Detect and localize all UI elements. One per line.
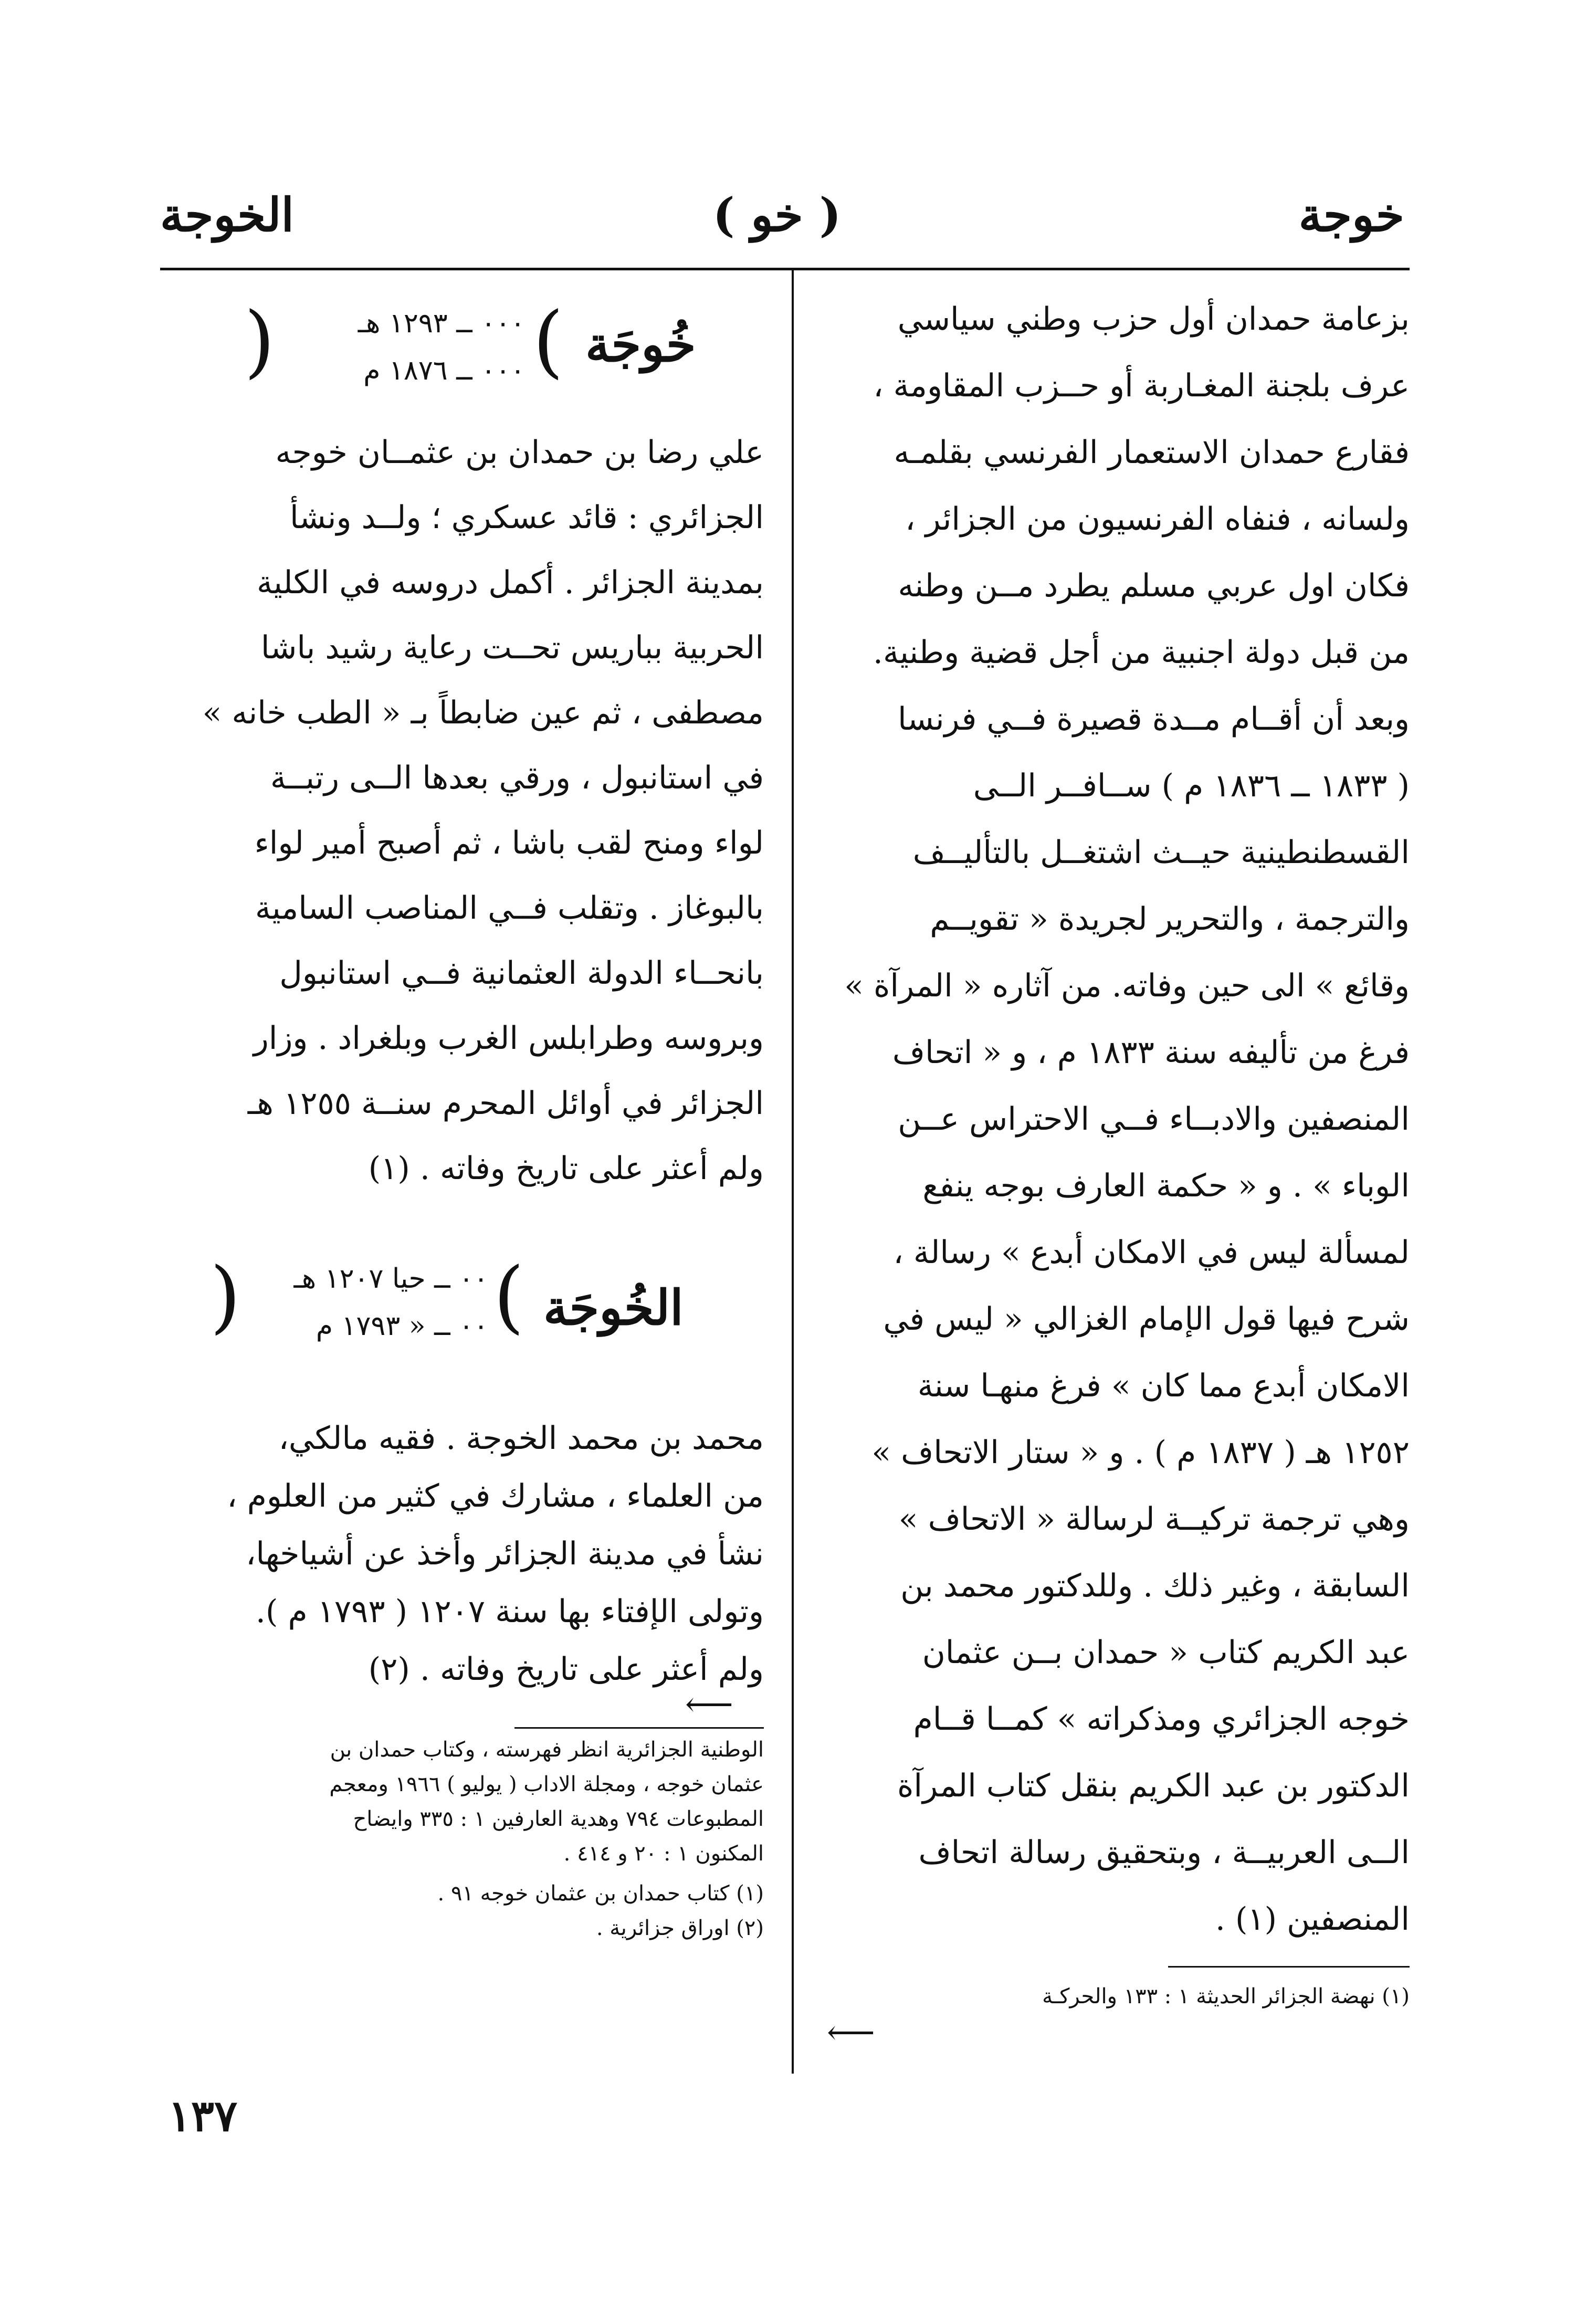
text-line: بزعامة حمدان أول حزب وطني سياسي [897, 301, 1410, 338]
text-line: الجزائر في أوائل المحرم سنــة ١٢٥٥ هـ [247, 1085, 764, 1122]
text-line: علي رضا بن حمدان بن عثمــان خوجه [275, 434, 764, 471]
text-line: الامكان أبدع مما كان » فرغ منهـا سنة [917, 1368, 1410, 1404]
text-line: ولم أعثر على تاريخ وفاته . (١) [368, 1150, 764, 1187]
text-line: ( ١٨٣٣ ــ ١٨٣٦ م ) ســافــر الــى [973, 767, 1410, 804]
text-line: بمدينة الجزائر . أكمل دروسه في الكلية [256, 564, 764, 601]
text-line: من العلماء ، مشارك في كثير من العلوم ، [227, 1478, 764, 1515]
text-line: بالبوغاز . وتقلب فــي المناصب السامية [255, 890, 764, 927]
text-line: لمسألة ليس في الامكان أبدع » رسالة ، [893, 1234, 1410, 1271]
text-line: فكان اول عربي مسلم يطرد مــن وطنه [898, 567, 1410, 604]
entry1-text [168, 420, 764, 1201]
text-line: ولسانه ، فنفاه الفرنسيون من الجزائر ، [905, 501, 1410, 538]
footnote-line: (١) كتاب حمدان بن عثمان خوجه ٩١ . [437, 1881, 764, 1906]
text-line: وبروسه وطرابلس الغرب وبلغراد . وزار [253, 1020, 764, 1057]
text-line: القسطنطينية حيــث اشتغــل بالتأليــف [912, 834, 1410, 871]
footnote-line: (٢) اوراق جزائرية . [596, 1916, 764, 1940]
text-line: والترجمة ، والتحرير لجريدة « تقويــم [930, 901, 1410, 938]
text-line: عبد الكريم كتاب « حمدان بــن عثمان [922, 1634, 1410, 1671]
text-line: ١٢٥٢ هـ ( ١٨٣٧ م ) . و « ستار الاتحاف » [871, 1434, 1410, 1471]
text-line: عرف بلجنة المغـاربة أو حــزب المقاومة ، [873, 367, 1410, 404]
footnote-line: الوطنية الجزائرية انظر فهرسته ، وكتاب حمدان بن [330, 1738, 764, 1762]
text-line: وتولى الإفتاء بها سنة ١٢٠٧ ( ١٧٩٣ م ). [255, 1593, 764, 1630]
text-line: الــى العربيــة ، وبتحقيق رسالة اتحاف [918, 1834, 1410, 1871]
text-line: الدكتور بن عبد الكريم بنقل كتاب المرآة [897, 1768, 1410, 1804]
text-line: مصطفى ، ثم عين ضابطاً بـ « الطب خانه » [202, 695, 764, 731]
header-rule [160, 268, 1410, 270]
footnote-line: عثمان خوجه ، ومجلة الاداب ( يوليو ) ١٩٦٦ ومعجم [329, 1772, 764, 1796]
text-line: فقارع حمدان الاستعمار الفرنسي بقلمـه [894, 434, 1410, 471]
text-line: في استانبول ، ورقي بعدها الــى رتبــة [270, 760, 764, 796]
running-header-center: ( خو ) [712, 187, 842, 242]
entry1-name: خُوجَة [585, 316, 696, 373]
left-footnotes [168, 1732, 764, 1946]
entry2-name: الخُوجَة [543, 1279, 684, 1336]
text-line: المنصفين والادبــاء فــي الاحتراس عــن [898, 1101, 1410, 1138]
text-line: نشأ في مدينة الجزائر وأخذ عن أشياخها، [246, 1536, 764, 1572]
text-line: ولم أعثر على تاريخ وفاته . (٢) [368, 1651, 764, 1688]
text-line: بانحــاء الدولة العثمانية فــي استانبول [279, 955, 764, 992]
text-line: خوجه الجزائري ومذكراته » كمــا قــام [913, 1701, 1410, 1738]
right-footnote: (١) نهضة الجزائر الحديثة ١ : ١٣٣ والحركـة [1042, 1984, 1410, 2008]
entry1-date-gregorian: ٠٠٠ ــ ١٨٧٦ م [363, 355, 525, 386]
text-line: شرح فيها قول الإمام الغزالي « ليس في [883, 1301, 1410, 1338]
entry1-close-paren: ) [244, 296, 275, 387]
entry1-open-paren: ( [533, 296, 564, 387]
entry2-date-hijri: ٠٠ ــ حيا ١٢٠٧ هـ [293, 1263, 488, 1295]
text-line: وقائع » الى حين وفاته. من آثاره « المرآة » [844, 968, 1410, 1004]
entry1-date-hijri: ٠٠٠ ــ ١٢٩٣ هـ [358, 308, 525, 339]
text-line: محمد بن محمد الخوجة . فقيه مالكي، [278, 1420, 764, 1457]
text-line: الجزائري : قائد عسكري ؛ ولــد ونشأ [289, 499, 764, 536]
text-line: السابقة ، وغير ذلك . وللدكتور محمد بن [900, 1568, 1410, 1604]
left-footnote-rule [514, 1727, 764, 1729]
text-line: لواء ومنح لقب باشا ، ثم أصبح أمير لواء [254, 825, 764, 861]
running-header-left: الخوجة [160, 187, 294, 242]
entry2-text [168, 1410, 764, 1698]
text-line: وهي ترجمة تركيــة لرسالة « الاتحاف » [898, 1501, 1410, 1538]
entry2-date-gregorian: ٠٠ ــ « ١٧٩٣ م [316, 1310, 488, 1342]
text-line: المنصفين (١) . [1215, 1901, 1410, 1938]
footnote-line: المكنون ١ : ٢٠ و ٤١٤ . [563, 1842, 764, 1866]
text-line: من قبل دولة اجنبية من أجل قضية وطنية. [873, 634, 1410, 671]
continuation-arrow-icon: ⟵ [685, 1685, 733, 1724]
footnote-line: المطبوعات ٧٩٤ وهدية العارفين ١ : ٣٣٥ وايضاح [353, 1807, 764, 1831]
text-line: وبعد أن أقــام مــدة قصيرة فــي فرنسا [898, 701, 1410, 738]
right-footnote-rule [1168, 1966, 1410, 1968]
right-column-text [822, 286, 1410, 1953]
text-line: الوباء » . و « حكمة العارف بوجه ينفع [922, 1168, 1410, 1204]
running-header-right: خوجة [1298, 187, 1404, 242]
text-line: الحربية بباريس تحــت رعاية رشيد باشا [260, 629, 764, 666]
page-number: ١٣٧ [168, 2091, 238, 2141]
continuation-arrow-icon: ⟵ [827, 2013, 875, 2052]
text-line: فرغ من تأليفه سنة ١٨٣٣ م ، و « اتحاف [892, 1034, 1410, 1071]
entry2-close-paren: ) [210, 1251, 241, 1342]
entry2-open-paren: ( [493, 1251, 524, 1342]
column-divider [792, 268, 794, 2074]
